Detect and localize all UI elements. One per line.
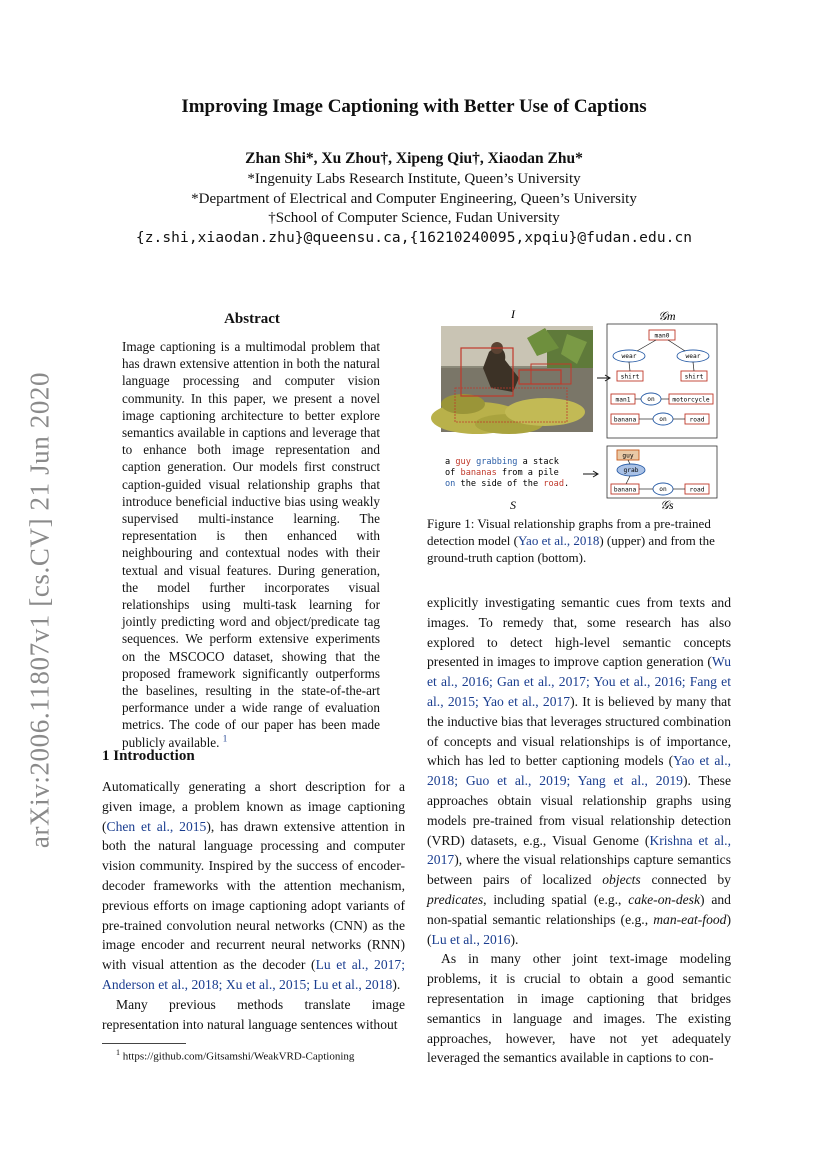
intro-right-column bbox=[427, 593, 731, 1068]
arxiv-sidebar bbox=[20, 370, 60, 850]
section-heading-introduction: 1 Introduction bbox=[102, 748, 195, 764]
label-graph-gm: 𝒢m bbox=[658, 309, 676, 323]
abstract-text: Image captioning is a multimodal problem that has drawn extensive attention in both the natural language processing and computer vision community. In this paper, we present a novel image captioning architecture to better explore semantics available in captions and leverage that to enhance both image representation and caption generation. Our models first construct caption-guided visual relationship graphs that introduce beneficial inductive bias using weakly supervised multi-instance learning. The representation is then enhanced with neighbouring and contextual nodes with their textual and visual features. During generation, the model further incorporates visual relationships using multi-task learning for jointly predicting word and object/predicate tag sequences. We perform extensive experiments on the MSCOCO dataset, showing that the proposed framework significantly outperforms the baselines, resulting in the state-of-the-art performance under a wide range of evaluation metrics. The code of our paper has been made publicly available. bbox=[122, 339, 380, 750]
svg-text:on the side of the road.: on the side of the road. bbox=[445, 479, 570, 489]
node-wear-1: wear bbox=[621, 353, 637, 360]
affiliation-3: †School of Computer Science, Fudan University bbox=[268, 210, 560, 226]
node-shirt-1: shirt bbox=[620, 373, 640, 381]
intro-paragraph-2: Many previous methods translate image representation into natural language sentences without bbox=[102, 996, 405, 1032]
banana-photo bbox=[431, 326, 593, 434]
citation-link[interactable]: Lu et al., 2016 bbox=[431, 931, 511, 947]
footnote bbox=[116, 1048, 354, 1063]
citation-link[interactable]: Lu et al., 2017; Anderson et al., 2018; Xu et al., 2015; Lu et al., 2018 bbox=[102, 957, 405, 992]
node-wear-2: wear bbox=[685, 353, 701, 360]
intro-paragraph-3: As in many other joint text-image modeling problems, it is crucial to obtain a good semantic representation in image captioning that bridges semantics in language and images. The existing approaches, however, have not yet adequately leveraged the semantics available in captions to con- bbox=[427, 951, 731, 1066]
label-graph-gs: 𝒢s bbox=[660, 498, 674, 512]
intro-left-column bbox=[102, 777, 405, 1034]
node-man0: man0 bbox=[654, 332, 670, 340]
node-road: road bbox=[689, 416, 705, 424]
citation-link[interactable]: Yao et al., 2018 bbox=[517, 532, 600, 548]
author-emails: {z.shi,xiaodan.zhu}@queensu.ca,{16210240095,xpqiu}@fudan.edu.cn bbox=[135, 230, 693, 246]
citation-link[interactable]: Chen et al., 2015 bbox=[106, 818, 207, 834]
graph-gm bbox=[607, 324, 717, 438]
footnote-rule bbox=[102, 1043, 186, 1044]
node-shirt-2: shirt bbox=[684, 373, 704, 381]
intro-paragraph-1: Automatically generating a short description for a given image, a problem known as image captioning (Chen et al., 2015), has drawn extensive attention in both the natural language processing and computer vision community. Inspired by the success of encoder-decoder frameworks with the attention mechanism, previous efforts on image captioning adopt variants of pre-trained convolution neural networks (CNN) as the image encoder and recurrent neural networks (RNN) with visual attention as the decoder (Lu et al., 2017; Anderson et al., 2018; Xu et al., 2015; Lu et al., 2018). bbox=[102, 779, 406, 992]
caption-sentence bbox=[445, 457, 569, 489]
node-on-gs: on bbox=[659, 486, 667, 493]
node-man1: man1 bbox=[615, 396, 631, 404]
node-banana-gs: banana bbox=[613, 486, 637, 494]
node-road-gs: road bbox=[689, 486, 705, 494]
node-motorcycle: motorcycle bbox=[672, 396, 710, 404]
footnote-marker[interactable]: 1 bbox=[222, 733, 228, 744]
citation-link[interactable]: Yao et al., 2018; Guo et al., 2019; Yang et al., 2019 bbox=[427, 753, 731, 789]
affiliation-1: *Ingenuity Labs Research Institute, Queen’s University bbox=[247, 171, 581, 187]
citation-link[interactable]: Wu et al., 2016; Gan et al., 2017; You et al., 2016; Fang et al., 2015; Yao et al., 2017 bbox=[427, 654, 731, 709]
node-on-2: on bbox=[659, 416, 667, 423]
author-list: Zhan Shi*, Xu Zhou†, Xipeng Qiu†, Xiaodan Zhu* bbox=[245, 150, 583, 167]
footnote-url[interactable]: https://github.com/Gitsamshi/WeakVRD-Captioning bbox=[122, 1050, 355, 1063]
abstract-body bbox=[122, 338, 380, 751]
graph-gs bbox=[607, 446, 717, 498]
label-sentence-S: S bbox=[510, 498, 516, 512]
arxiv-id: arXiv:2006.11807v1 [cs.CV] 21 Jun 2020 bbox=[24, 371, 55, 849]
node-on-1: on bbox=[647, 396, 655, 403]
figure-1 bbox=[427, 308, 731, 518]
node-banana: banana bbox=[613, 416, 637, 424]
intro-paragraph-1-cont: explicitly investigating semantic cues from texts and images. To remedy that, some research has also explored to detect high-level semantic concepts presented in images to improve caption generation (Wu et al., 2016; Gan et al., 2017; You et al., 2016; Fang et al., 2015; Yao et al., 2017). It is believed by many that the inductive bias that leverages structured combination of concepts and visual relationships is of importance, which has led to better captioning models (Yao et al., 2018; Guo et al., 2019; Yang et al., 2019). These approaches obtain visual relationship graphs using models pre-trained from visual relationship detection (VRD) datasets, e.g., Visual Genome (Krishna et al., 2017), where the visual relationships capture semantics between pairs of localized objects connected by predicates, including spatial (e.g., cake-on-desk) and non-spatial semantic relationships (e.g., man-eat-food) (Lu et al., 2016). bbox=[427, 595, 731, 947]
citation-link[interactable]: Krishna et al., 2017 bbox=[427, 832, 731, 868]
paper-title: Improving Image Captioning with Better Use of Captions bbox=[181, 96, 647, 117]
svg-text:a guy grabbing a stack: a guy grabbing a stack bbox=[445, 457, 559, 467]
figure-1-caption: Figure 1: Visual relationship graphs from a pre-trained detection model (Yao et al., 2018) (upper) and from the ground-truth caption (bottom). bbox=[427, 516, 715, 565]
abstract-heading: Abstract bbox=[224, 311, 280, 327]
node-guy: guy bbox=[622, 452, 634, 460]
affiliation-2: *Department of Electrical and Computer Engineering, Queen’s University bbox=[191, 191, 637, 207]
footnote-number: 1 bbox=[116, 1048, 120, 1057]
svg-text:of bananas from a pile: of bananas from a pile bbox=[445, 468, 559, 478]
node-grab: grab bbox=[623, 467, 639, 474]
figure-1-graphic bbox=[427, 308, 731, 518]
label-image-I: I bbox=[511, 308, 515, 321]
